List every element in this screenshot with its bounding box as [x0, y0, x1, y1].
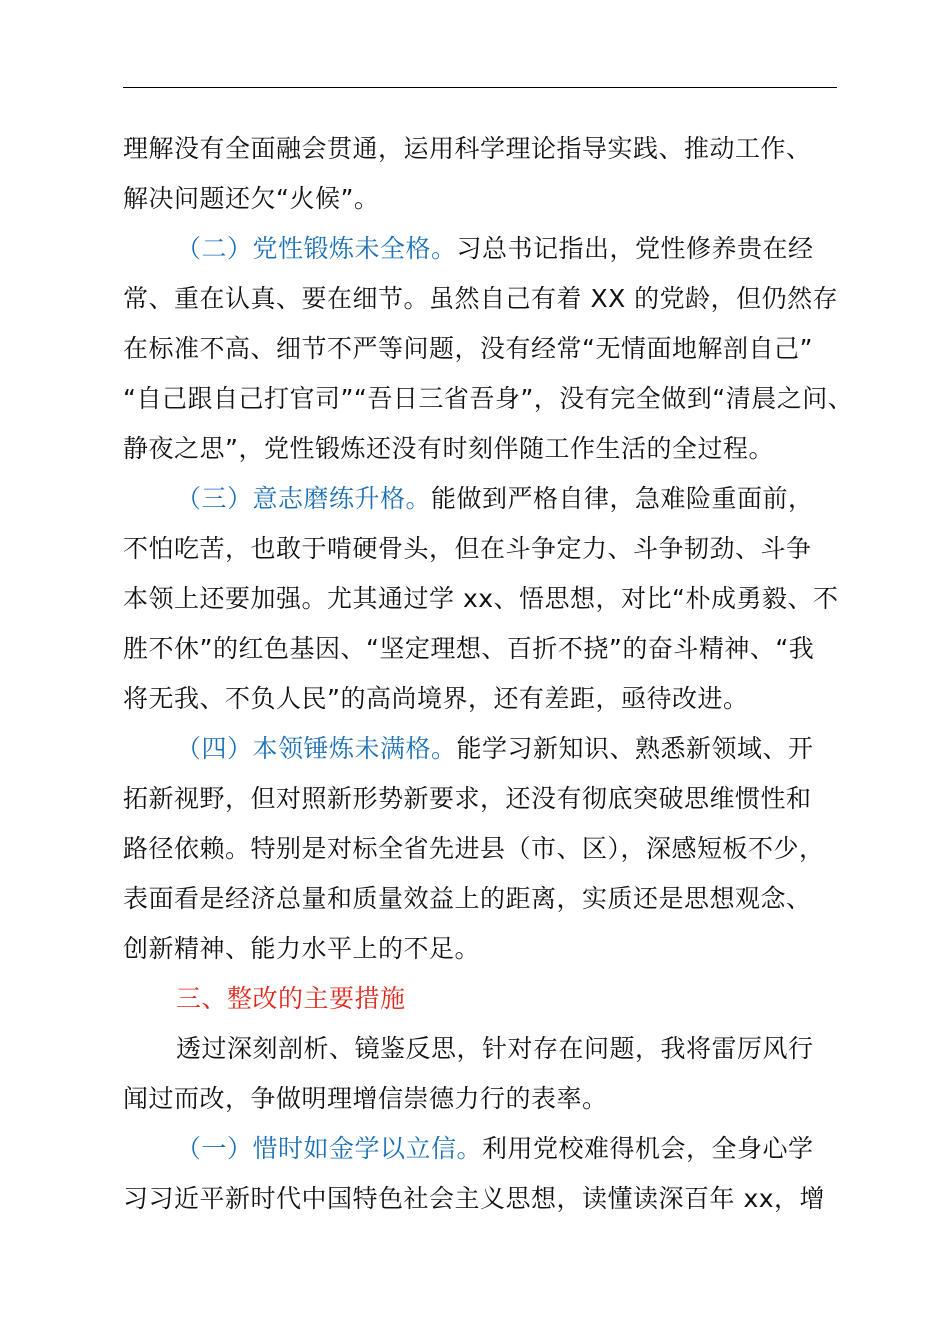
body-line: 将无我、不负人民”的高尚境界，还有差距，亟待改进。	[123, 684, 749, 713]
paragraph-first-line	[123, 224, 853, 274]
body-line: 常、重在认真、要在细节。虽然自己有着 XX 的党龄，但仍然存	[123, 284, 839, 313]
paragraph-first-line	[123, 474, 853, 524]
paragraph-first-line	[123, 1124, 853, 1174]
document-body	[123, 124, 853, 1224]
body-line: 表面看是经济总量和质量效益上的距离，实质还是思想观念、	[123, 884, 812, 913]
body-line: 拓新视野，但对照新形势新要求，还没有彻底突破思维惯性和	[123, 784, 812, 813]
body-line: 本领上还要加强。尤其通过学 xx、悟思想，对比“朴成勇毅、不	[123, 584, 839, 613]
body-line: 闻过而改，争做明理增信崇德力行的表率。	[123, 1084, 608, 1113]
chapter-title: 三、整改的主要措施	[176, 984, 406, 1013]
section-heading: （二）党性锻炼未全格。	[176, 234, 457, 263]
body-text: 能做到严格自律，急难险重面前，	[431, 484, 814, 513]
body-line: 习习近平新时代中国特色社会主义思想，读懂读深百年 xx，增	[123, 1184, 826, 1213]
paragraph-first-line	[123, 724, 853, 774]
section-heading: （四）本领锤炼未满格。	[176, 734, 457, 763]
body-line: 在标准不高、细节不严等问题，没有经常“无情面地解剖自己”	[123, 334, 813, 363]
header-rule	[123, 87, 837, 88]
body-line: 静夜之思”，党性锻炼还没有时刻伴随工作生活的全过程。	[123, 434, 774, 463]
body-line: 路径依赖。特别是对标全省先进县（市、区），深感短板不少，	[123, 834, 825, 863]
body-line: 创新精神、能力水平上的不足。	[123, 934, 481, 963]
body-line: 理解没有全面融会贯通，运用科学理论指导实践、推动工作、	[123, 134, 812, 163]
body-line: “自己跟自己打官司”“吾日三省吾身”，没有完全做到“清晨之问、	[123, 384, 854, 413]
body-line: 胜不休”的红色基因、“坚定理想、百折不挠”的奋斗精神、“我	[123, 634, 815, 663]
body-text: 习总书记指出，党性修养贵在经	[456, 234, 814, 263]
body-line: 透过深刻剖析、镜鉴反思，针对存在问题，我将雷厉风行	[176, 1034, 814, 1063]
body-line: 不怕吃苦，也敢于啃硬骨头，但在斗争定力、斗争韧劲、斗争	[123, 534, 812, 563]
body-line: 解决问题还欠“火候”。	[123, 184, 380, 213]
body-text: 利用党校难得机会，全身心学	[482, 1134, 814, 1163]
section-heading: （一）惜时如金学以立信。	[176, 1134, 483, 1163]
body-text: 能学习新知识、熟悉新领域、开	[456, 734, 814, 763]
section-heading: （三）意志磨练升格。	[176, 484, 432, 513]
